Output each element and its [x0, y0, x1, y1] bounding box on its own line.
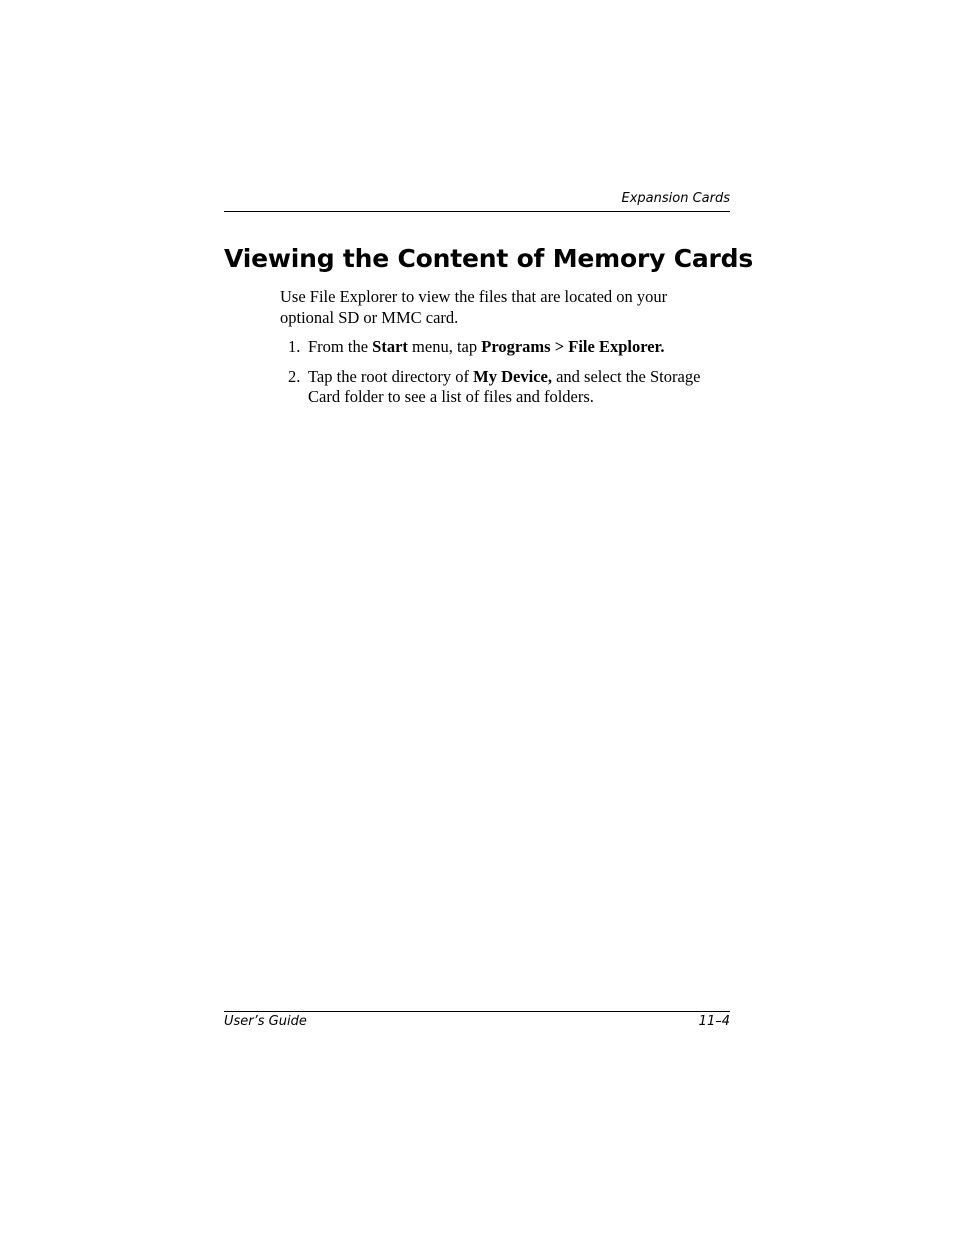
start-menu-label: Start: [372, 337, 408, 356]
step-text-plain: From the: [308, 337, 373, 356]
step-text-plain: menu, tap: [407, 337, 482, 356]
page-number: 11–4: [698, 1014, 730, 1029]
programs-label: Programs: [481, 337, 551, 356]
step-item: [288, 367, 728, 407]
step-text: [308, 367, 728, 407]
step-text: [308, 337, 728, 357]
intro-paragraph: Use File Explorer to view the files that are located on your optional SD or MMC card.: [280, 287, 668, 327]
running-header: Expansion Cards: [621, 191, 730, 206]
menu-separator: >: [550, 337, 569, 356]
header-rule: [224, 211, 730, 212]
footer-guide-title: User’s Guide: [224, 1014, 307, 1029]
footer-rule: [224, 1011, 730, 1012]
file-explorer-label: File Explorer.: [568, 337, 665, 356]
step-number: 1.: [288, 337, 301, 356]
step-number: 2.: [288, 367, 301, 386]
my-device-label: My Device,: [473, 367, 552, 386]
step-text-plain: and select the Storage Card folder to see a list of files and folders.: [308, 367, 701, 406]
step-text-plain: Tap the root directory of: [308, 367, 474, 386]
step-item: [288, 337, 728, 357]
page-title: Viewing the Content of Memory Cards: [224, 244, 754, 273]
